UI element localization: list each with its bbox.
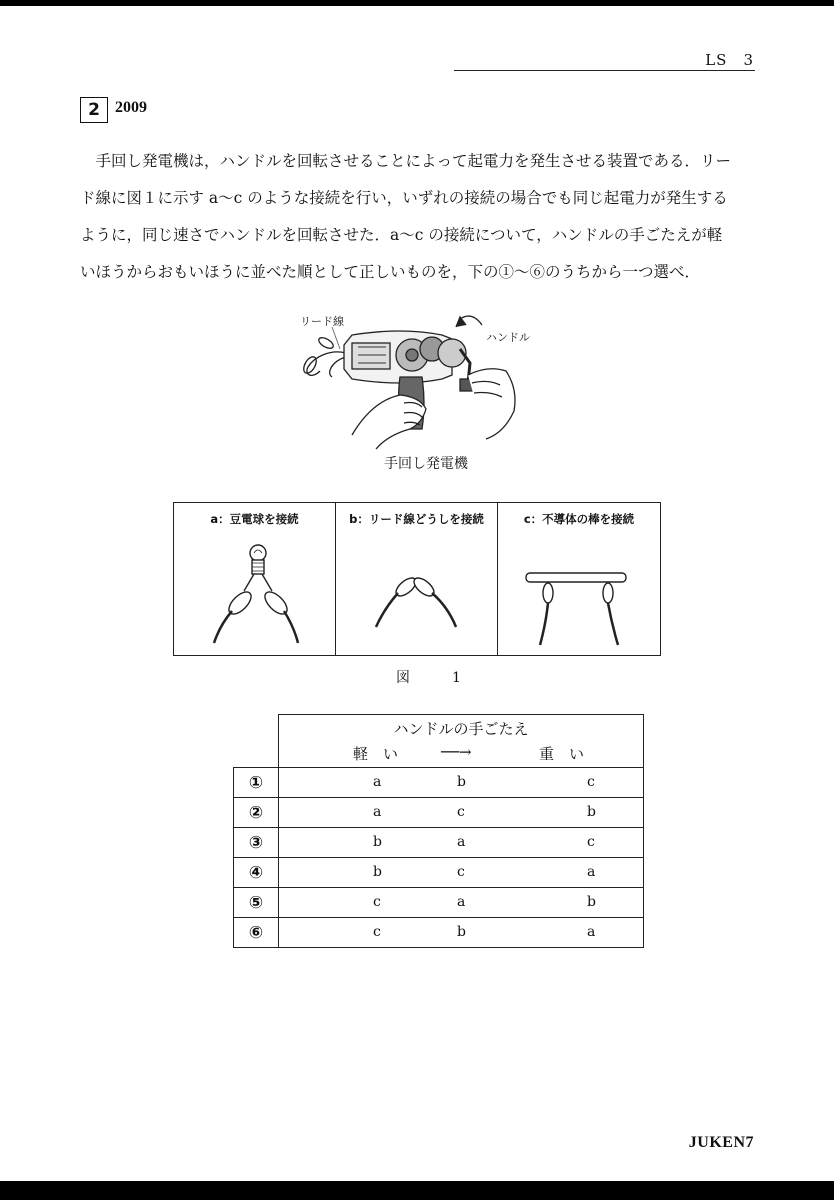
panel-b (336, 503, 498, 655)
choice-number: ⑤ (234, 888, 279, 918)
choice-values (279, 768, 644, 798)
cell-value: c (587, 774, 595, 790)
clip-right (603, 583, 613, 603)
choice-values (279, 798, 644, 828)
right-hand (468, 369, 515, 439)
bottom-border-bar (0, 1181, 834, 1200)
header-rule (454, 70, 755, 71)
cell-value: a (373, 804, 382, 820)
question-line: ように，同じ速さでハンドルを回転させた．a〜c の接続について，ハンドルの手ごたえが軽 (80, 226, 723, 244)
cell-value: b (457, 774, 466, 790)
question-line: いほうからおもいほうに並べた順として正しいものを，下の①〜⑥のうちから一つ選べ． (80, 263, 701, 281)
question-text (80, 143, 760, 291)
cell-value: b (373, 834, 382, 850)
lead-clip (317, 336, 335, 351)
wire-right (608, 603, 618, 645)
figure1-box (173, 502, 661, 656)
choice-number: ① (234, 768, 279, 798)
clip-left (543, 583, 553, 603)
cell-value: a (457, 834, 466, 850)
header-light: 軽 い (353, 745, 399, 763)
cell-value: a (587, 924, 596, 940)
table-header-sub (279, 741, 644, 768)
choice-values (279, 828, 644, 858)
question-year: 2009 (115, 99, 147, 116)
wire-left (214, 611, 232, 643)
panel-c-label: c：不導体の棒を接続 (523, 512, 635, 526)
table-row (234, 858, 644, 888)
table-row (234, 888, 644, 918)
panel-c (498, 503, 660, 655)
cell-value: a (457, 894, 466, 910)
bulb-glass (250, 545, 266, 561)
cell-value: b (587, 894, 596, 910)
cell-value: c (587, 834, 595, 850)
table-header-title: ハンドルの手ごたえ (279, 715, 644, 742)
question-number-box: 2 (80, 97, 108, 123)
wire-left (540, 603, 548, 645)
choice-number: ④ (234, 858, 279, 888)
answer-table (233, 714, 644, 948)
socket-leads (244, 574, 272, 591)
choice-values (279, 858, 644, 888)
table-row (234, 768, 644, 798)
question-line: ド線に図１に示す a〜c のような接続を行い，いずれの接続の場合でも同じ起電力が発生する (80, 189, 728, 207)
cell-value: c (457, 804, 465, 820)
generator-caption: 手回し発電機 (384, 456, 468, 472)
panel-b-label: b：リード線どうしを接続 (349, 512, 484, 526)
choice-values (279, 918, 644, 948)
cell-value: a (587, 864, 596, 880)
choice-number: ② (234, 798, 279, 828)
table-row (234, 798, 644, 828)
top-border-bar (0, 0, 834, 6)
panel-a-label: a：豆電球を接続 (210, 512, 299, 526)
cell-value: b (457, 924, 466, 940)
footer-brand: JUKEN7 (688, 1134, 754, 1151)
label-handle: ハンドル (486, 331, 530, 344)
panel-a (174, 503, 336, 655)
cell-value: c (373, 894, 381, 910)
figure1-caption: 図 1 (396, 670, 475, 686)
choice-values (279, 888, 644, 918)
table-row (234, 828, 644, 858)
choice-number: ③ (234, 828, 279, 858)
wire-right (432, 593, 456, 627)
choice-number: ⑥ (234, 918, 279, 948)
header-heavy: 重 い (539, 745, 585, 763)
cell-value: c (373, 924, 381, 940)
label-lead-wire: リード線 (300, 315, 344, 328)
page-label: LS 3 (705, 51, 754, 69)
lead-wire (307, 352, 346, 375)
wire-left (376, 593, 398, 627)
generator-illustration (292, 305, 542, 453)
cell-value: c (457, 864, 465, 880)
cell-value: b (373, 864, 382, 880)
question-line: 手回し発電機は，ハンドルを回転させることによって起電力を発生させる装置である．リー (80, 152, 732, 170)
wire-right (284, 611, 298, 643)
table-row (234, 918, 644, 948)
table-corner (234, 715, 279, 768)
cell-value: b (587, 804, 596, 820)
insulator-rod (526, 573, 626, 582)
header-arrow: ──→ (441, 743, 472, 761)
cell-value: a (373, 774, 382, 790)
